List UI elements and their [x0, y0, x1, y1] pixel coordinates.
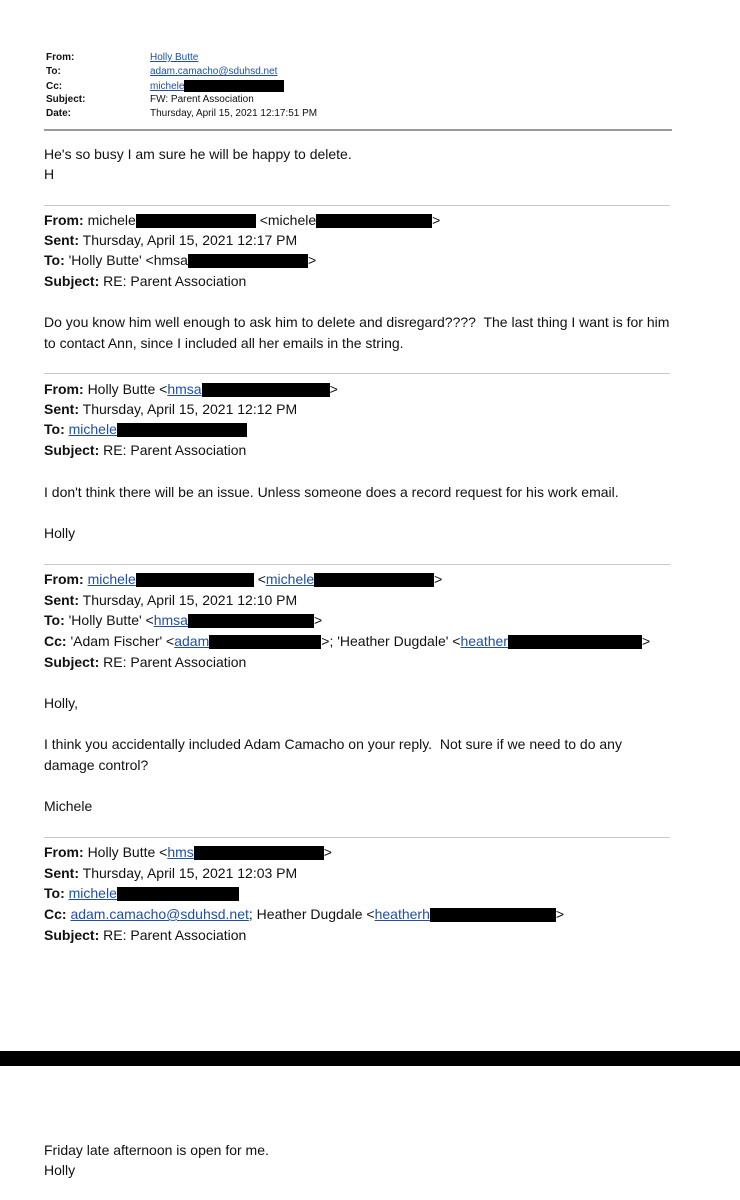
fw-from-link[interactable]: Holly Butte — [150, 52, 199, 63]
fw-date-row — [46, 108, 317, 119]
email1-from-address: <michele — [259, 212, 317, 228]
email3-sent-row — [44, 590, 297, 610]
email4-from-gt: > — [323, 844, 332, 860]
email1-sent-label: Sent: — [44, 232, 79, 248]
email3-subject-label: Subject: — [44, 654, 100, 670]
email3-from-row — [44, 569, 442, 589]
email3-subject-value: RE: Parent Association — [103, 654, 247, 670]
email-divider — [44, 373, 670, 374]
fw-subject-value: FW: Parent Association — [150, 94, 254, 105]
fw-body-line1: He's so busy I am sure he will be happy to delete. — [44, 146, 352, 162]
header-divider — [44, 129, 672, 131]
email3-to-label: To: — [44, 612, 65, 628]
email3-from-lt: < — [257, 571, 266, 587]
fw-cc-label: Cc: — [46, 80, 63, 92]
email3-cc-gt: > — [641, 633, 651, 649]
fw-cc-row — [46, 80, 284, 92]
email2-sent-value: Thursday, April 15, 2021 12:12 PM — [82, 401, 298, 417]
email2-sent-row — [44, 399, 297, 419]
redaction-bar — [430, 908, 556, 922]
email4-sent-row — [44, 863, 297, 883]
email2-body-line1: I don't think there will be an issue. Unless someone does a record request for his work email. — [44, 484, 619, 500]
email2-to-row — [44, 419, 247, 439]
email1-from-gt: > — [432, 212, 441, 228]
email-divider — [44, 564, 670, 565]
fw-cc-link[interactable]: michele — [150, 80, 185, 92]
redaction-bar — [316, 214, 432, 228]
footer-signature: Holly — [44, 1162, 76, 1178]
email3-cc-mid: >; 'Heather Dugdale' < — [321, 633, 461, 649]
redaction-bar — [202, 383, 330, 397]
email2-to-link[interactable]: michele — [68, 421, 117, 437]
email3-sent-label: Sent: — [44, 592, 79, 608]
email2-from-link[interactable]: hmsa — [167, 381, 202, 397]
email3-cc1-link[interactable]: adam — [174, 633, 210, 649]
email1-subject-row — [44, 271, 246, 291]
email2-subject-value: RE: Parent Association — [103, 442, 247, 458]
footer-line1: Friday late afternoon is open for me. — [44, 1142, 269, 1158]
email-divider — [44, 205, 670, 206]
email3-signature: Michele — [44, 798, 93, 814]
email3-cc-row — [44, 631, 650, 651]
redaction-bar — [188, 254, 308, 268]
email3-cc-label: Cc: — [44, 633, 67, 649]
email1-from-row — [44, 210, 440, 230]
email4-to-row — [44, 883, 239, 903]
email1-to-row — [44, 250, 316, 270]
email4-sent-label: Sent: — [44, 865, 79, 881]
redaction-bar — [508, 635, 642, 649]
fw-from-label: From: — [46, 52, 75, 63]
email3-to-link[interactable]: hmsa — [153, 612, 188, 628]
redaction-bar — [209, 635, 321, 649]
email4-cc-link[interactable]: adam.camacho@sduhsd.net — [70, 906, 249, 922]
fw-to-label: To: — [46, 66, 61, 77]
redaction-bar — [117, 423, 247, 437]
fw-subject-row — [46, 94, 254, 105]
email2-from-name: Holly Butte < — [87, 381, 168, 397]
email1-to-value: 'Holly Butte' <hmsa — [68, 252, 188, 268]
email2-from-label: From: — [44, 381, 84, 397]
email3-greeting: Holly, — [44, 695, 78, 711]
fw-date-value: Thursday, April 15, 2021 12:17:51 PM — [150, 108, 318, 119]
email3-to-gt: > — [313, 612, 323, 628]
email4-cc-link2[interactable]: heatherh — [374, 906, 430, 922]
email2-from-gt: > — [329, 381, 338, 397]
email4-from-link[interactable]: hms — [167, 844, 194, 860]
email2-sent-label: Sent: — [44, 401, 79, 417]
fw-from-row — [46, 52, 198, 63]
email1-sent-row — [44, 230, 297, 250]
redaction-bar — [188, 614, 314, 628]
email3-sent-value: Thursday, April 15, 2021 12:10 PM — [82, 592, 298, 608]
email1-from-label: From: — [44, 212, 84, 228]
email2-subject-label: Subject: — [44, 442, 100, 458]
redaction-bar — [136, 573, 254, 587]
redaction-bar — [184, 80, 284, 92]
fw-to-link[interactable]: adam.camacho@sduhsd.net — [150, 66, 278, 77]
email3-cc2-link[interactable]: heather — [460, 633, 508, 649]
email1-to-gt: > — [307, 252, 317, 268]
redaction-bar — [117, 887, 239, 901]
email3-from-label: From: — [44, 571, 84, 587]
email2-to-label: To: — [44, 421, 65, 437]
email4-subject-value: RE: Parent Association — [103, 927, 247, 943]
redaction-bar — [194, 846, 324, 860]
email1-from-name: michele — [87, 212, 136, 228]
email1-sent-value: Thursday, April 15, 2021 12:17 PM — [82, 232, 298, 248]
email2-body-signature: Holly — [44, 525, 76, 541]
email3-from-link[interactable]: michele — [87, 571, 136, 587]
redaction-bar — [136, 214, 256, 228]
email1-body: Do you know him well enough to ask him to delete and disregard???? The last thing I want is for him to contact Ann, since I included all her emails in the string. — [44, 314, 670, 351]
email3-to-value: 'Holly Butte' < — [68, 612, 154, 628]
email4-cc-gt: > — [555, 906, 565, 922]
email3-cc1: 'Adam Fischer' < — [70, 633, 175, 649]
email4-from-row — [44, 842, 332, 862]
email2-from-row — [44, 379, 338, 399]
email2-subject-row — [44, 440, 246, 460]
email3-to-row — [44, 610, 322, 630]
email4-cc-label: Cc: — [44, 906, 67, 922]
fw-date-label: Date: — [46, 108, 72, 119]
fw-subject-label: Subject: — [46, 94, 86, 105]
email4-cc-mid: ; Heather Dugdale < — [248, 906, 375, 922]
email4-sent-value: Thursday, April 15, 2021 12:03 PM — [82, 865, 298, 881]
email4-from-name: Holly Butte < — [87, 844, 168, 860]
fw-body-line2: H — [44, 166, 55, 182]
redaction-bar — [314, 573, 434, 587]
email1-to-label: To: — [44, 252, 65, 268]
email4-to-label: To: — [44, 885, 65, 901]
email4-subject-row — [44, 925, 246, 945]
email3-subject-row — [44, 652, 246, 672]
image-separator-band — [0, 1051, 740, 1066]
email4-to-link[interactable]: michele — [68, 885, 117, 901]
email4-subject-label: Subject: — [44, 927, 100, 943]
email-divider — [44, 837, 670, 838]
email3-from-link2[interactable]: michele — [265, 571, 315, 587]
email1-subject-value: RE: Parent Association — [103, 273, 247, 289]
email1-subject-label: Subject: — [44, 273, 100, 289]
email3-from-gt: > — [434, 571, 443, 587]
email4-from-label: From: — [44, 844, 84, 860]
email4-cc-row — [44, 904, 564, 924]
fw-to-row — [46, 66, 277, 77]
email3-body: I think you accidentally included Adam Camacho on your reply. Not sure if we need to do any damage control? — [44, 736, 622, 773]
